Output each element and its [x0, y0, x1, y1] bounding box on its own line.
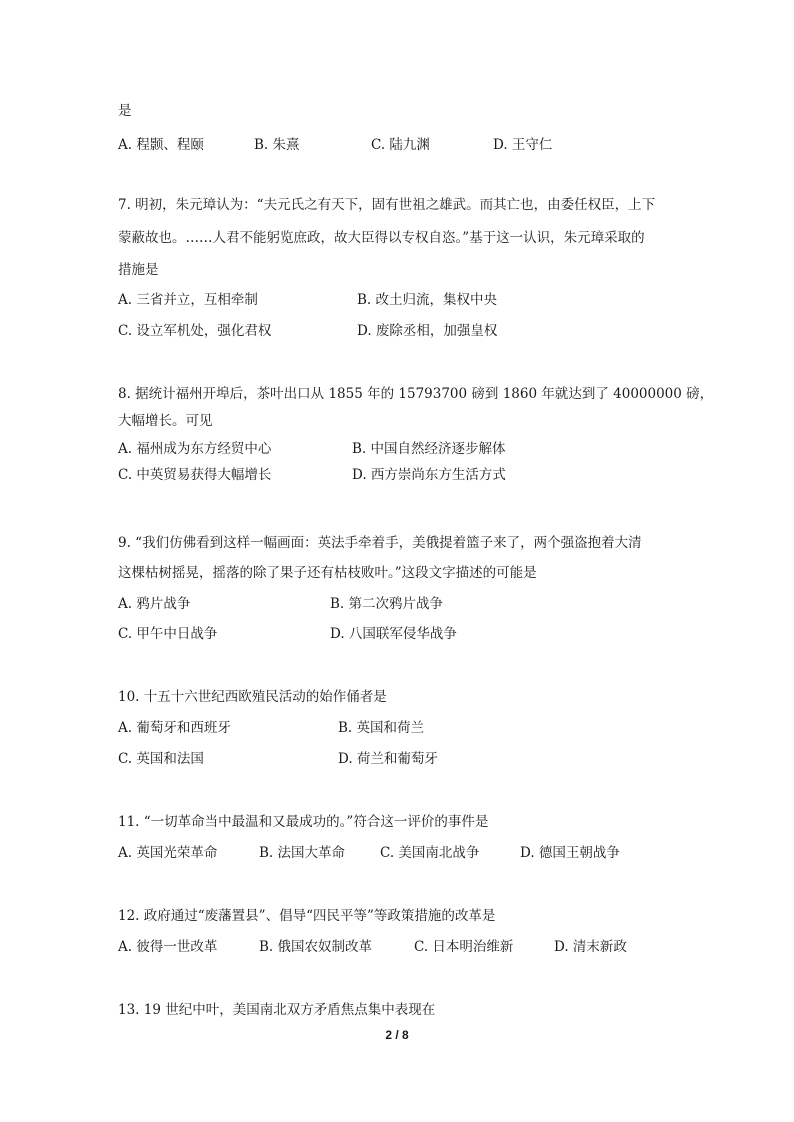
q6-option-a: A. 程颢、程颐	[118, 137, 204, 153]
q7-option-d: D. 废除丞相，加强皇权	[357, 323, 498, 339]
q7-stem-line: 措施是	[118, 262, 159, 278]
q9-stem-line: 这棵枯树摇晃，摇落的除了果子还有枯枝败叶。”这段文字描述的可能是	[118, 565, 537, 581]
q12-stem-line: 12. 政府通过“废藩置县”、倡导“四民平等”等政策措施的改革是	[118, 908, 496, 924]
q13-stem-line: 13. 19 世纪中叶，美国南北双方矛盾焦点集中表现在	[118, 1002, 436, 1018]
q8-option-a: A. 福州成为东方经贸中心	[118, 441, 272, 457]
q8-option-d: D. 西方崇尚东方生活方式	[352, 467, 506, 483]
q9-option-d: D. 八国联军侵华战争	[330, 626, 457, 642]
q8-stem-line: 大幅增长。可见	[118, 413, 213, 429]
q10-stem-line: 10. 十五十六世纪西欧殖民活动的始作俑者是	[118, 689, 387, 705]
q11-stem-line: 11. “一切革命当中最温和又最成功的。”符合这一评价的事件是	[118, 814, 489, 830]
q12-option-b: B. 俄国农奴制改革	[259, 939, 373, 955]
q7-stem-line: 7. 明初，朱元璋认为：“夫元氏之有天下，固有世祖之雄武。而其亡也，由委任权臣，上下	[118, 197, 656, 213]
q11-option-c: C. 美国南北战争	[380, 845, 480, 861]
page-number: 2 / 8	[385, 1028, 409, 1042]
q8-option-c: C. 中英贸易获得大幅增长	[118, 467, 272, 483]
q11-option-b: B. 法国大革命	[259, 845, 346, 861]
q6-option-d: D. 王守仁	[493, 137, 553, 153]
q12-option-d: D. 清末新政	[554, 939, 627, 955]
q6-stem-tail: 是	[118, 103, 132, 119]
q9-option-c: C. 甲午中日战争	[118, 626, 218, 642]
q12-option-a: A. 彼得一世改革	[118, 939, 218, 955]
q10-option-d: D. 荷兰和葡萄牙	[338, 751, 438, 767]
q6-option-c: C. 陆九渊	[371, 137, 430, 153]
q10-option-c: C. 英国和法国	[118, 751, 204, 767]
q8-stem-line: 8. 据统计福州开埠后，茶叶出口从 1855 年的 15793700 磅到 1860 年就达到了 40000000 磅，	[118, 386, 714, 402]
q9-stem-line: 9. “我们仿佛看到这样一幅画面：英法手牵着手，美俄提着篮子来了，两个强盗抱着大清	[118, 535, 642, 551]
q10-option-b: B. 英国和荷兰	[338, 720, 425, 736]
q9-option-b: B. 第二次鸦片战争	[330, 596, 444, 612]
q10-option-a: A. 葡萄牙和西班牙	[118, 720, 231, 736]
q12-option-c: C. 日本明治维新	[414, 939, 514, 955]
q7-stem-line: 蒙蔽故也。……人君不能躬览庶政，故大臣得以专权自恣。”基于这一认识，朱元璋采取的	[118, 230, 645, 246]
q8-option-b: B. 中国自然经济逐步解体	[352, 441, 506, 457]
q7-option-b: B. 改土归流，集权中央	[357, 292, 498, 308]
q11-option-d: D. 德国王朝战争	[520, 845, 620, 861]
q9-option-a: A. 鸦片战争	[118, 596, 191, 612]
q7-option-a: A. 三省并立，互相牵制	[118, 292, 258, 308]
q11-option-a: A. 英国光荣革命	[118, 845, 218, 861]
q7-option-c: C. 设立军机处，强化君权	[118, 323, 272, 339]
q6-option-b: B. 朱熹	[254, 137, 300, 153]
